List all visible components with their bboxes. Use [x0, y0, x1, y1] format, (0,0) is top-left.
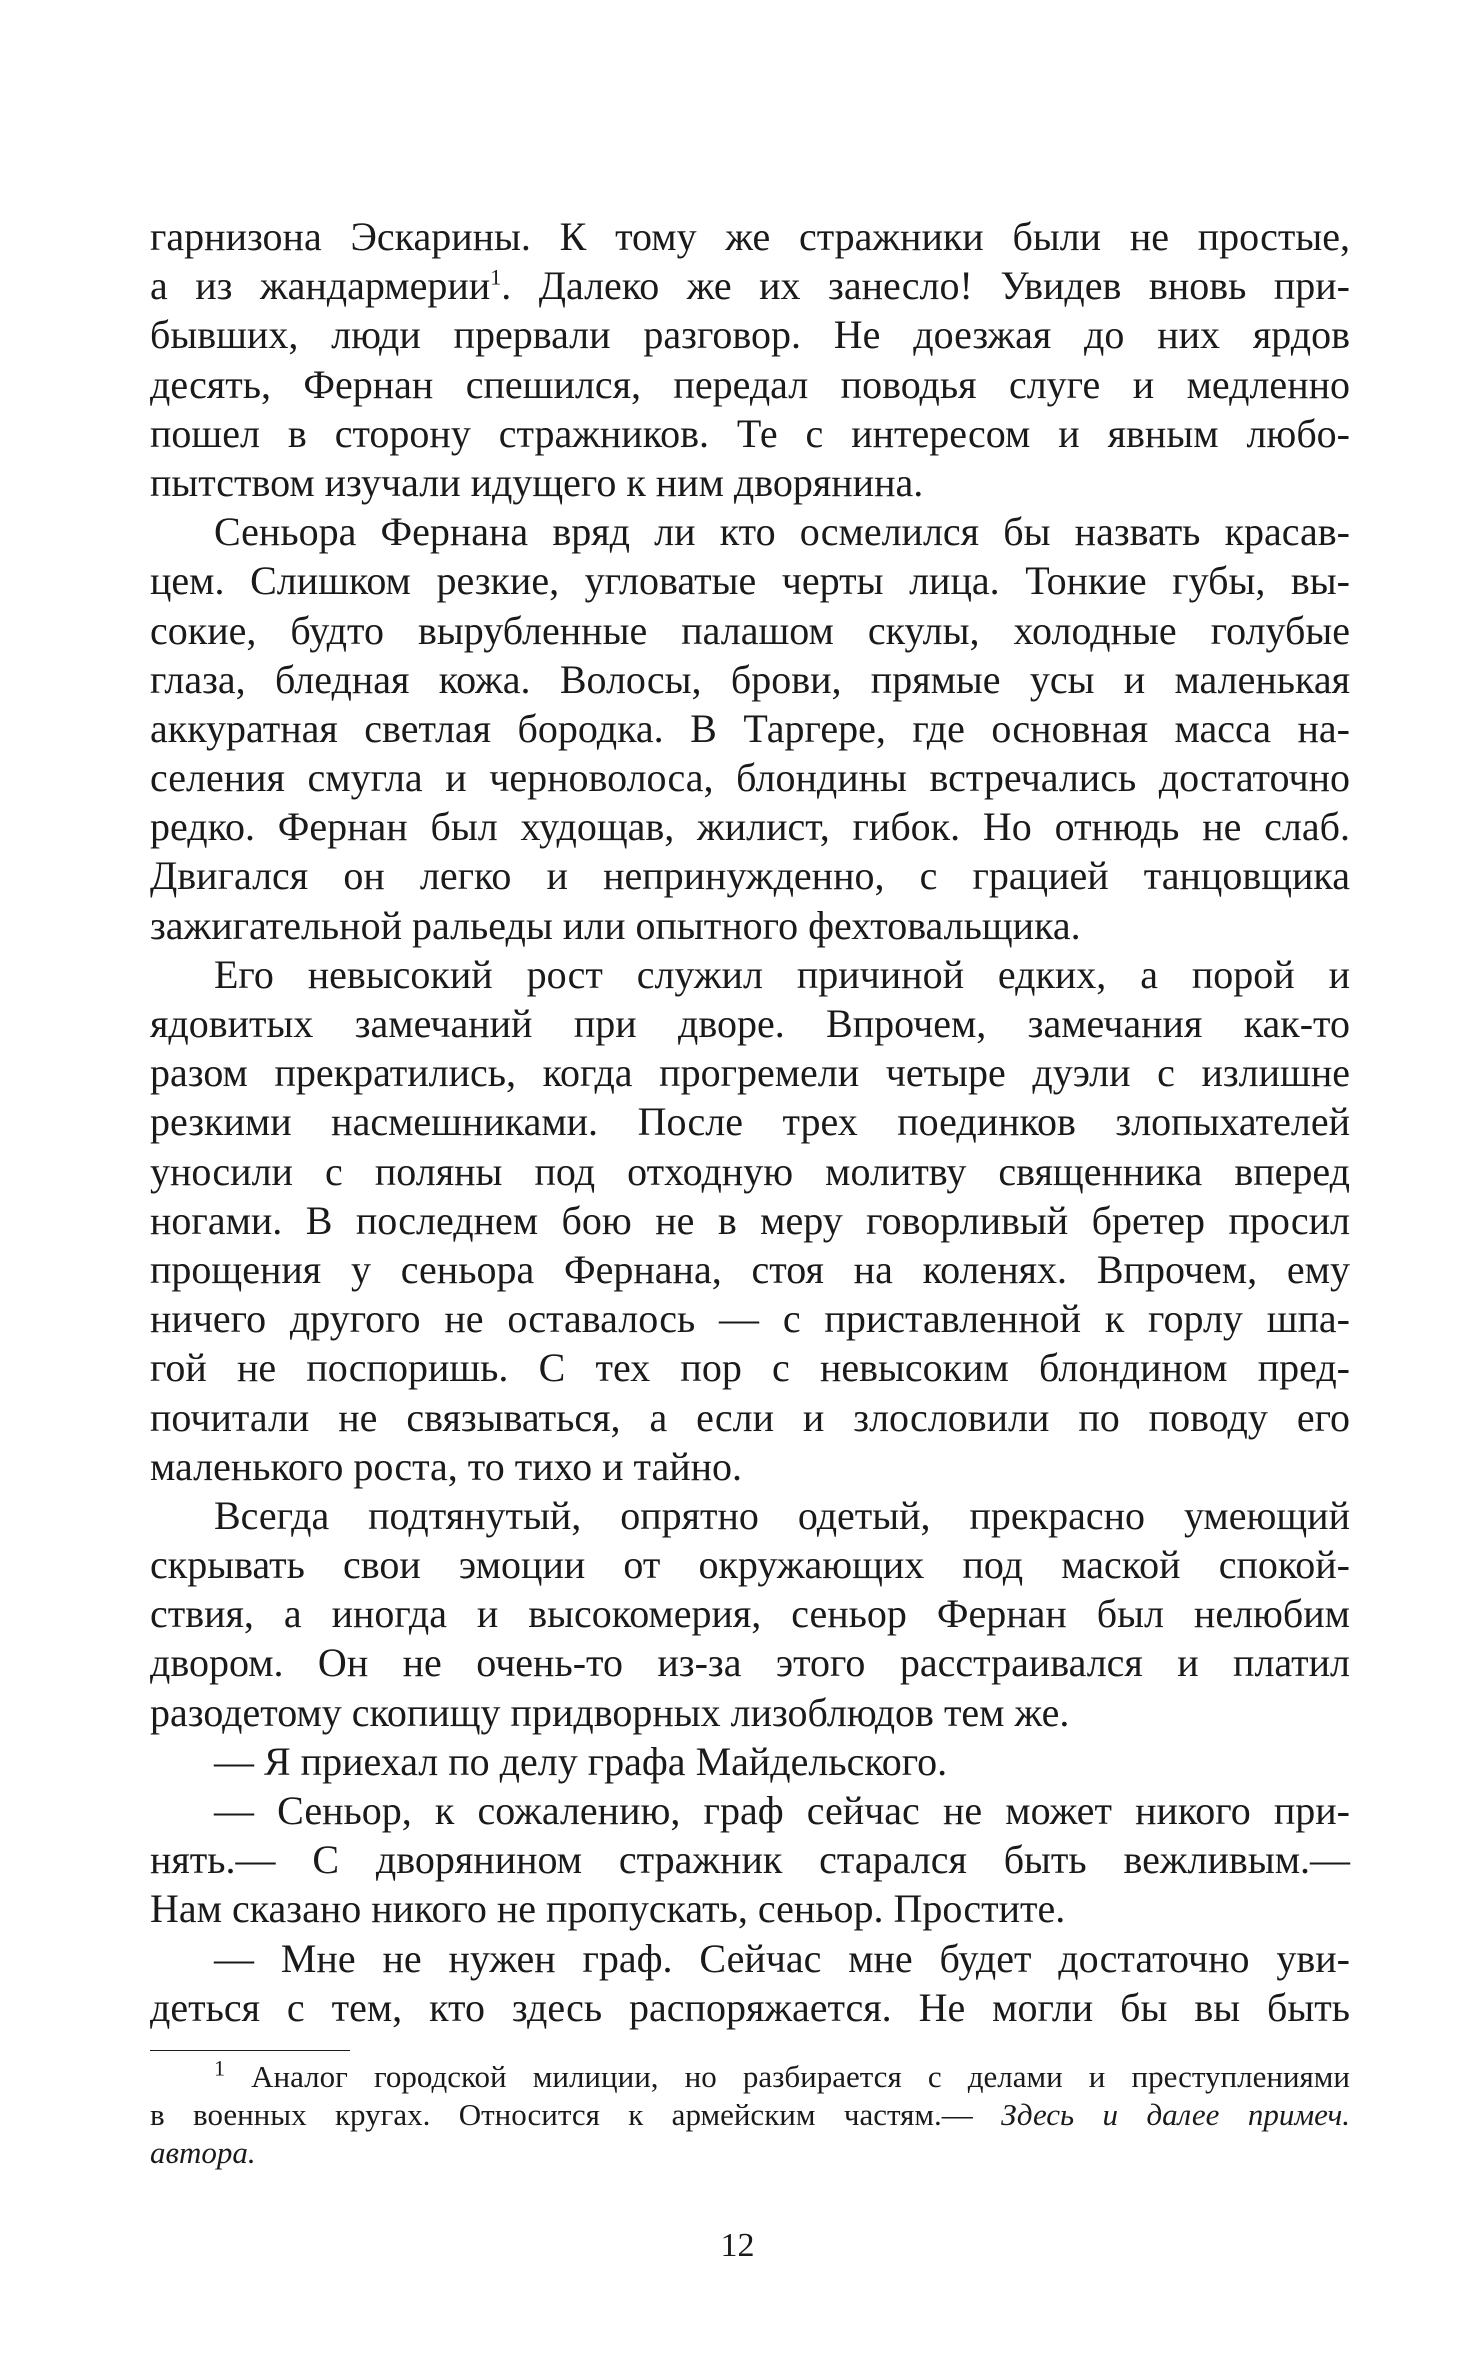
text-line: ствия, а иногда и высокомерия, сеньор Фернан был нелюбим	[150, 1591, 1350, 1637]
text-line: цем. Слишком резкие, угловатые черты лица. Тонкие губы, вы-	[150, 558, 1350, 604]
text-line: Двигался он легко и непринужденно, с грацией танцовщика	[150, 853, 1350, 899]
text-line: гарнизона Эскарины. К тому же стражники были не простые,	[150, 214, 1350, 259]
text-line: ядовитых замечаний при дворе. Впрочем, замечания как-то	[150, 1001, 1350, 1046]
text-line: десять, Фернан спешился, передал поводья слуге и медленно	[150, 361, 1350, 407]
footnote-line: в военных кругах. Относится к армейским частям.— Здесь и далее примеч.	[150, 2097, 1350, 2132]
footnote-number: 1	[214, 2055, 225, 2081]
text-line: редко. Фернан был худощав, жилист, гибок. Но отнюдь не слаб.	[150, 804, 1350, 850]
text-line: резкими насмешниками. После трех поединков злопыхателей	[150, 1099, 1350, 1145]
dialogue-line: — Мне не нужен граф. Сейчас мне будет достаточно уви-	[214, 1935, 1350, 1981]
text-line: ногами. В последнем бою не в меру говорливый бретер просил	[150, 1197, 1350, 1243]
text-line: Сеньора Фернана вряд ли кто осмелился бы назвать красав-	[214, 509, 1350, 555]
dialogue-line: — Сеньор, к сожалению, граф сейчас не может никого при-	[214, 1788, 1350, 1833]
text-line: деться с тем, кто здесь распоряжается. Не могли бы вы быть	[150, 1984, 1350, 2030]
footnote-reference[interactable]: 1	[490, 264, 502, 290]
text-line: Его невысокий рост служил причиной едких, а порой и	[214, 951, 1350, 997]
text-line: глаза, бледная кожа. Волосы, брови, прямые усы и маленькая	[150, 656, 1350, 702]
text-line: двором. Он не очень-то из-за этого расстраивался и платил	[150, 1640, 1350, 1686]
text-line: пошел в сторону стражников. Те с интересом и явным любо-	[150, 410, 1350, 456]
text-line: маленького роста, то тихо и тайно.	[150, 1443, 743, 1489]
text-line: бывших, люди прервали разговор. Не доезжая до них ярдов	[150, 312, 1350, 358]
text-line: скрывать свои эмоции от окружающих под маской спокой-	[150, 1542, 1350, 1588]
text-line: разодетому скопищу придворных лизоблюдов тем же.	[150, 1689, 1070, 1735]
main-text	[150, 212, 1350, 2032]
text-line: зажигательной ральеды или опытного фехтовальщика.	[150, 902, 1081, 948]
text-line: разом прекратились, когда прогремели четыре дуэли с излишне	[150, 1050, 1350, 1096]
text-line: уносили с поляны под отходную молитву священника вперед	[150, 1148, 1350, 1194]
footnote-line: автора.	[150, 2135, 256, 2170]
text-line: сокие, будто вырубленные палашом скулы, холодные голубые	[150, 607, 1350, 653]
page-number: 12	[720, 2227, 755, 2264]
text-line: пытством изучали идущего к ним дворянина.	[150, 459, 924, 505]
dialogue-line: — Я приехал по делу графа Майдельского.	[214, 1738, 948, 1784]
text-line: а из жандармерии$^1$. Далеко же их занесло! Увидев вновь при-	[150, 263, 1351, 309]
text-line: аккуратная светлая бородка. В Таргере, где основная масса на-	[150, 705, 1350, 751]
text-line: нять.— С дворянином стражник старался быть вежливым.—	[150, 1837, 1350, 1883]
text-line: селения смугла и черноволоса, блондины встречались достаточно	[150, 755, 1350, 801]
footnote-divider	[150, 2050, 350, 2051]
footnote-line: $^1$ Аналог городской милиции, но разбирается с делами и преступлениями	[214, 2055, 1351, 2094]
footnote	[150, 2055, 1351, 2172]
text-line: гой не поспоришь. С тех пор с невысоким блондином пред-	[150, 1345, 1350, 1391]
text-line: почитали не связываться, а если и злословили по поводу его	[150, 1394, 1350, 1440]
text-line: Нам сказано никого не пропускать, сеньор. Простите.	[150, 1886, 1066, 1932]
text-line: Всегда подтянутый, опрятно одетый, прекрасно умеющий	[214, 1492, 1350, 1538]
text-line: ничего другого не оставалось — с приставленной к горлу шпа-	[150, 1296, 1350, 1342]
text-line: прощения у сеньора Фернана, стоя на коленях. Впрочем, ему	[150, 1246, 1350, 1292]
